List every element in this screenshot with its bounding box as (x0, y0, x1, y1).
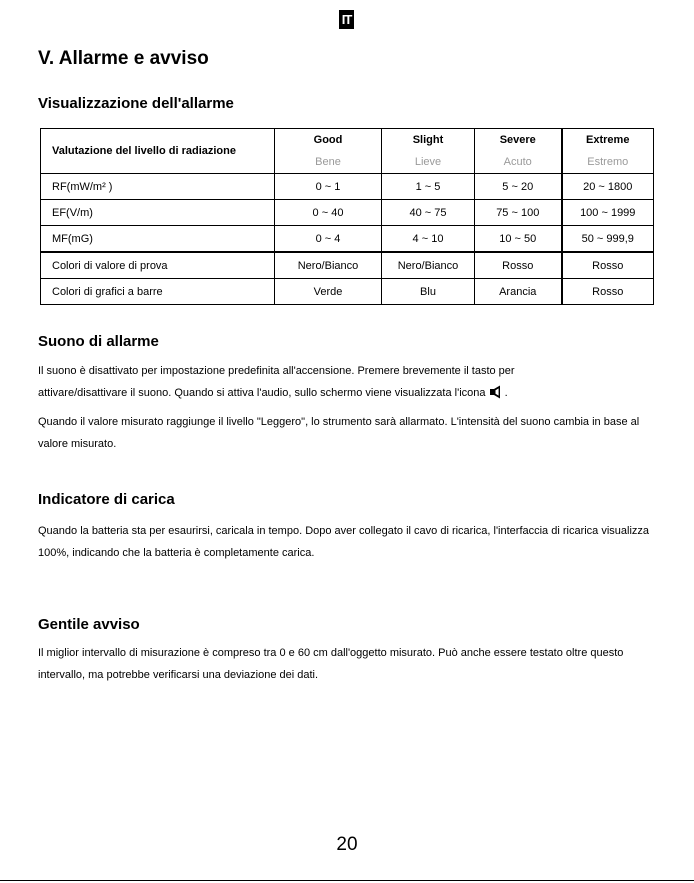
table-cell: Arancia (475, 279, 562, 305)
table-header-row (41, 129, 654, 152)
table-row (41, 200, 654, 226)
level-local-slight: Lieve (382, 151, 475, 174)
language-badge: IT (339, 10, 354, 29)
page-number: 20 (336, 834, 358, 855)
table-cell: Blu (382, 279, 475, 305)
table-cell: 0 ~ 4 (275, 226, 382, 253)
gentle-notice-heading: Gentile avviso (38, 616, 140, 633)
table-cell: 0 ~ 40 (275, 200, 382, 226)
alarm-sound-paragraph-1 (38, 360, 660, 404)
alarm-sound-line-1: Il suono è disattivato per impostazione predefinita all'accensione. Premere brevemente il tasto per (38, 365, 515, 377)
table-cell: Verde (275, 279, 382, 305)
footer-divider (0, 880, 694, 881)
radiation-level-table (40, 128, 654, 305)
alarm-sound-line-2: attivare/disattivare il suono. Quando si attiva l'audio, sullo schermo viene visualizzata l'icona (38, 387, 486, 399)
level-name-extreme: Extreme (562, 129, 654, 152)
alarm-sound-paragraph-2: Quando il valore misurato raggiunge il livello "Leggero", lo strumento sarà allarmato. L'intensità del suono cambia in base al valore misurato. (38, 416, 640, 450)
table-cell: Rosso (562, 252, 654, 279)
table-header-label: Valutazione del livello di radiazione (41, 129, 275, 174)
table-cell: 100 ~ 1999 (562, 200, 654, 226)
speaker-icon (489, 385, 505, 399)
table-cell: 10 ~ 50 (475, 226, 562, 253)
row-label: Colori di grafici a barre (41, 279, 275, 305)
alarm-sound-heading: Suono di allarme (38, 333, 159, 350)
row-label: MF(mG) (41, 226, 275, 253)
table-cell: Nero/Bianco (382, 252, 475, 279)
row-label: Colori di valore di prova (41, 252, 275, 279)
gentle-notice-paragraph: Il miglior intervallo di misurazione è compreso tra 0 e 60 cm dall'oggetto misurato. Può anche essere testato oltre questo intervallo, ma potrebbe verificarsi una deviazione dei dati. (38, 647, 624, 681)
row-label: RF(mW/m² ) (41, 174, 275, 200)
table-cell: Nero/Bianco (275, 252, 382, 279)
level-name-severe: Severe (475, 129, 562, 152)
level-local-extreme: Estremo (562, 151, 654, 174)
alarm-sound-line-end: . (504, 387, 508, 399)
charge-indicator-heading: Indicatore di carica (38, 491, 175, 508)
table-row (41, 174, 654, 200)
table-row (41, 252, 654, 279)
table-cell: 0 ~ 1 (275, 174, 382, 200)
table-cell: 1 ~ 5 (382, 174, 475, 200)
table-cell: 4 ~ 10 (382, 226, 475, 253)
level-local-good: Bene (275, 151, 382, 174)
level-name-slight: Slight (382, 129, 475, 152)
alarm-display-heading: Visualizzazione dell'allarme (38, 95, 234, 112)
table-cell: 40 ~ 75 (382, 200, 475, 226)
table-cell: 50 ~ 999,9 (562, 226, 654, 253)
row-label: EF(V/m) (41, 200, 275, 226)
table-cell: 20 ~ 1800 (562, 174, 654, 200)
section-title: V. Allarme e avviso (38, 48, 209, 69)
table-cell: Rosso (562, 279, 654, 305)
level-local-severe: Acuto (475, 151, 562, 174)
table-cell: 5 ~ 20 (475, 174, 562, 200)
charge-indicator-paragraph: Quando la batteria sta per esaurirsi, caricala in tempo. Dopo aver collegato il cavo di ricarica, l'interfaccia di ricarica visualizza 100%, indicando che la batteria è completamente carica. (38, 525, 650, 559)
table-row (41, 226, 654, 253)
level-name-good: Good (275, 129, 382, 152)
table-cell: 75 ~ 100 (475, 200, 562, 226)
table-cell: Rosso (475, 252, 562, 279)
table-row (41, 279, 654, 305)
